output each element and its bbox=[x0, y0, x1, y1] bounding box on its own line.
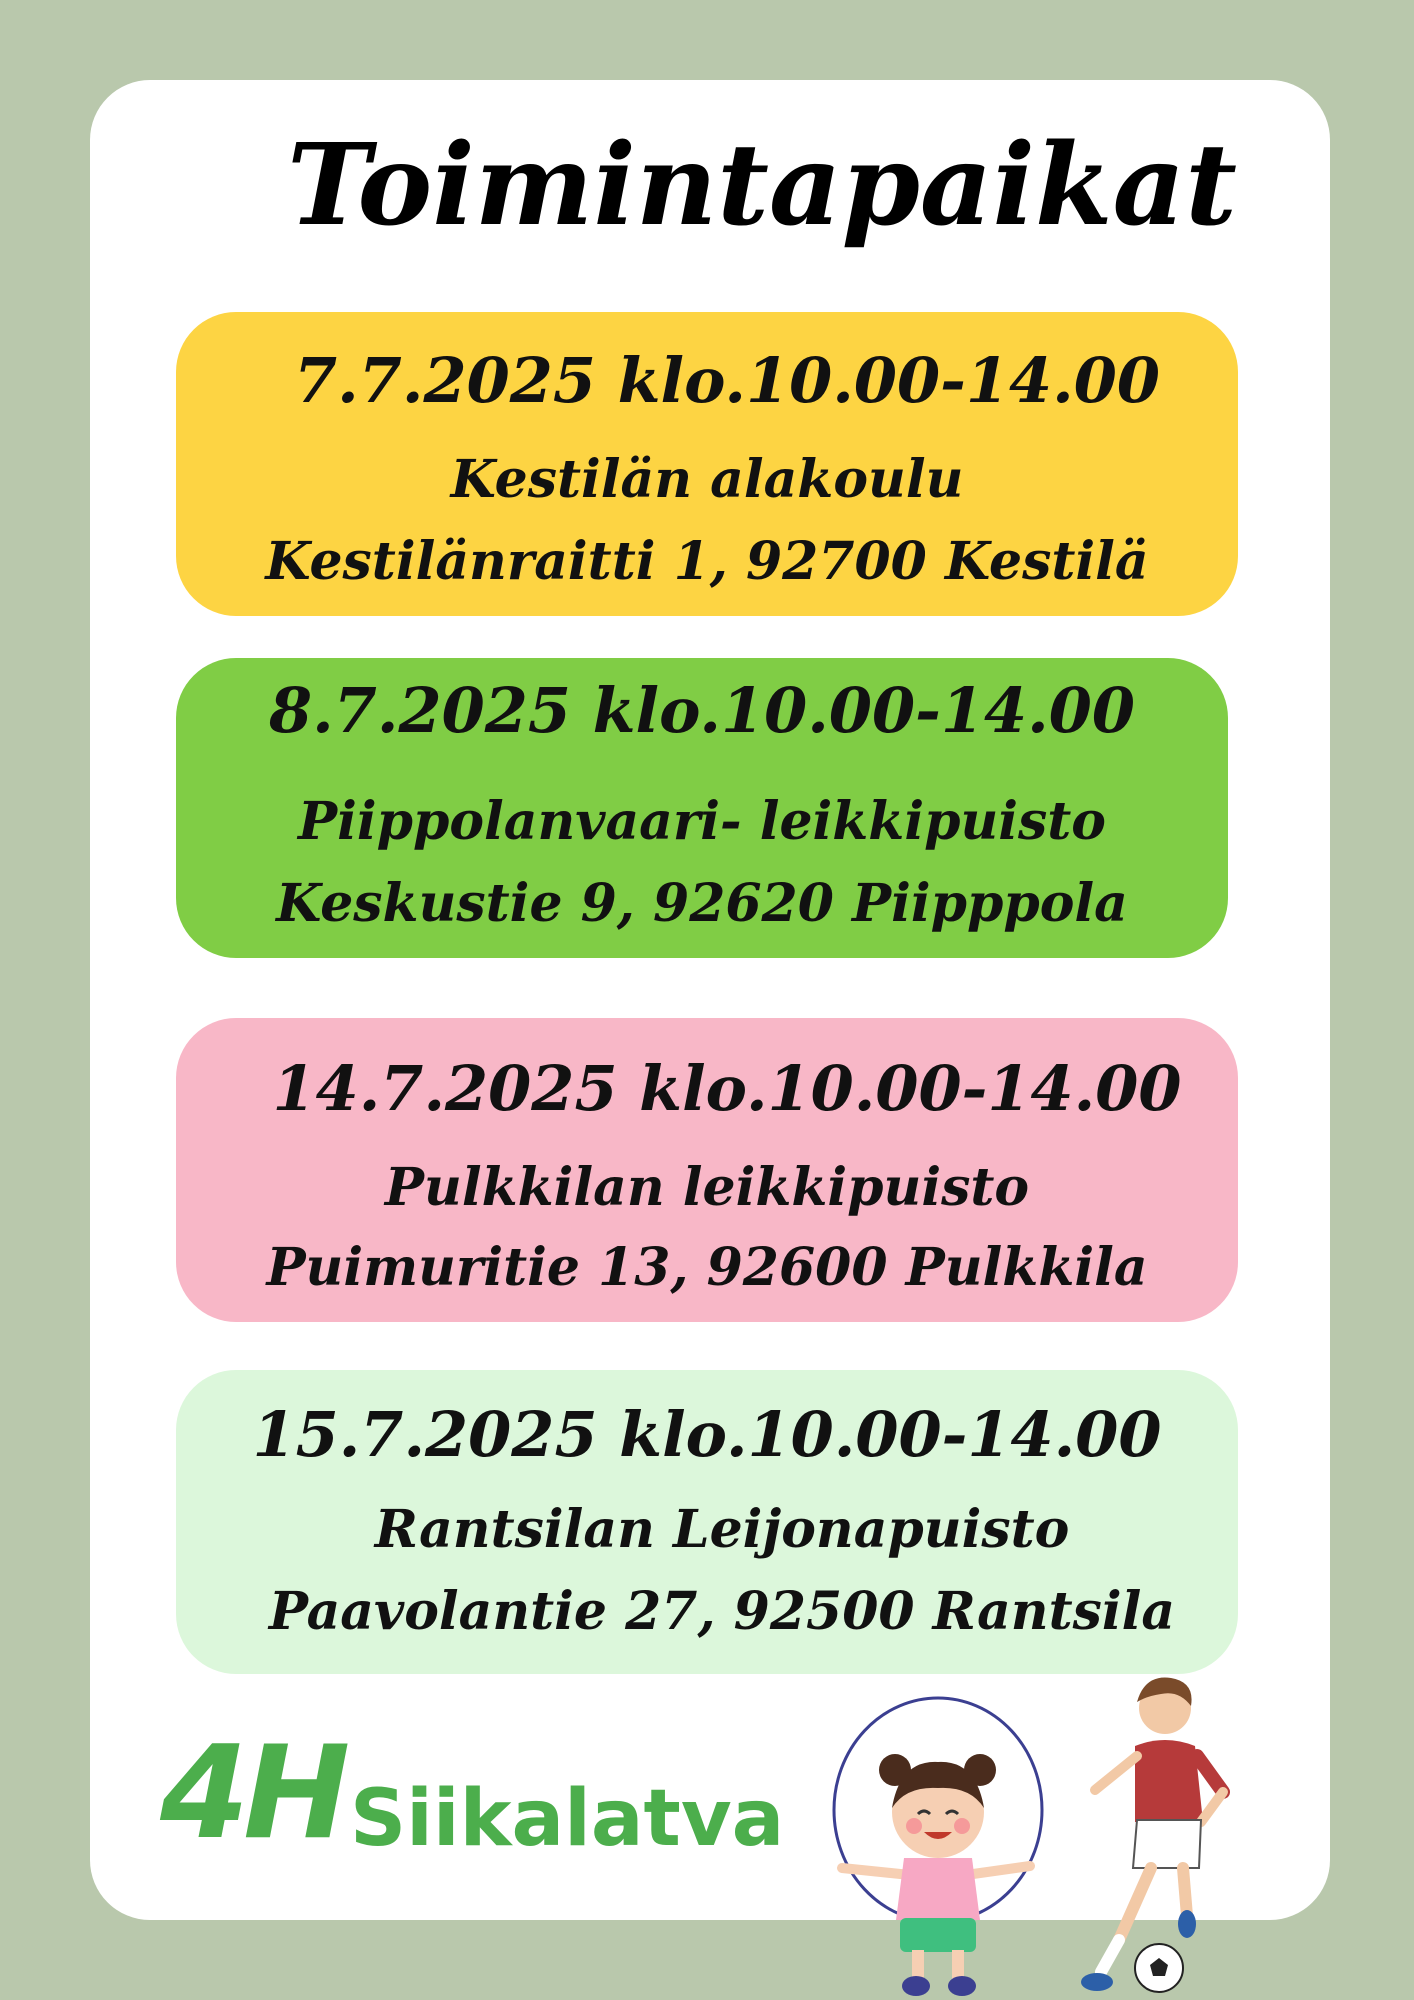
event-date: 14.7.2025 klo.10.00-14.00 bbox=[272, 1052, 1182, 1125]
logo-mark: 4H bbox=[160, 1719, 345, 1868]
event-place: Piippolanvaari- leikkipuisto bbox=[297, 791, 1106, 852]
event-card-2 bbox=[176, 658, 1228, 958]
event-address: Keskustie 9, 92620 Piipppola bbox=[276, 873, 1128, 934]
jump-rope-girl-illustration bbox=[820, 1690, 1060, 2000]
event-card-1 bbox=[176, 312, 1238, 616]
event-place: Rantsilan Leijonapuisto bbox=[374, 1499, 1070, 1560]
logo-4h-siikalatva bbox=[160, 1719, 785, 1880]
event-place: Pulkkilan leikkipuisto bbox=[384, 1157, 1030, 1218]
event-address: Puimuritie 13, 92600 Pulkkila bbox=[266, 1237, 1148, 1298]
event-address: Paavolantie 27, 92500 Rantsila bbox=[268, 1581, 1176, 1642]
event-card-4 bbox=[176, 1370, 1238, 1674]
event-date: 15.7.2025 klo.10.00-14.00 bbox=[252, 1398, 1162, 1471]
event-date: 8.7.2025 klo.10.00-14.00 bbox=[269, 674, 1135, 747]
page-title: Toimintapaikat bbox=[287, 120, 1237, 251]
event-place: Kestilän alakoulu bbox=[450, 449, 964, 510]
event-address: Kestilänraitti 1, 92700 Kestilä bbox=[265, 531, 1149, 592]
soccer-boy-illustration bbox=[1075, 1672, 1245, 2000]
event-date: 7.7.2025 klo.10.00-14.00 bbox=[294, 344, 1160, 417]
event-card-3 bbox=[176, 1018, 1238, 1322]
logo-name: Siikalatva bbox=[350, 1774, 785, 1864]
